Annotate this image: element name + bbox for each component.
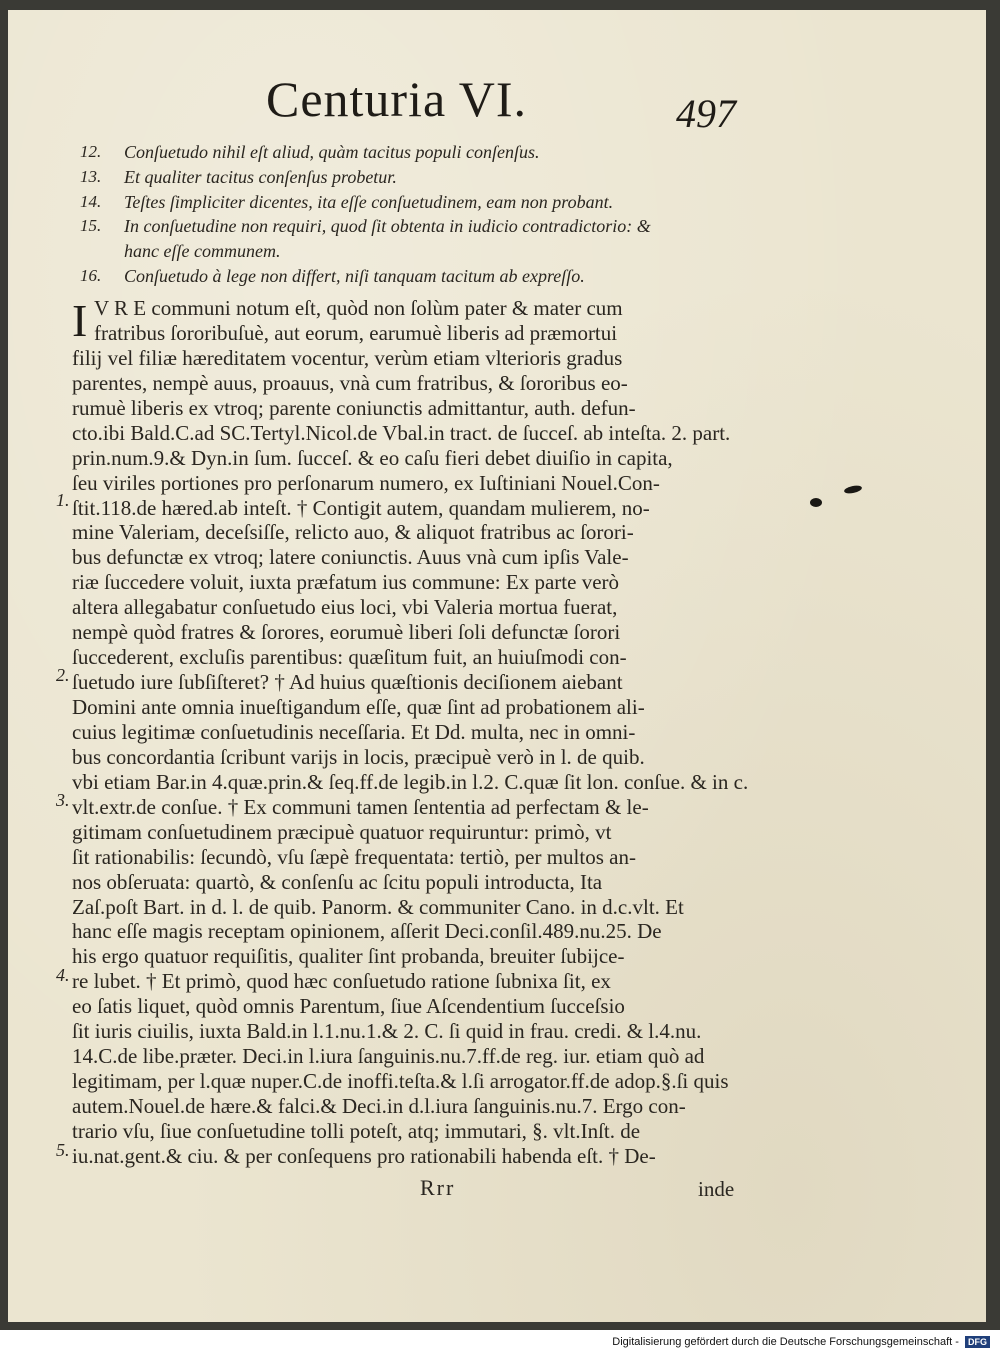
text-line: eo ſatis liquet, quòd omnis Parentum, ſiue Aſcendentium ſucceſsio (72, 994, 625, 1019)
text-line: rumuè liberis ex vtroq; parente coniunctis admittantur, auth. defun- (72, 395, 636, 420)
text-line: ſtit.118.de hæred.ab inteſt. † Contigit autem, quandam mulierem, no- (72, 495, 650, 520)
text-line: gitimam conſuetudinem præcipuè quatuor requiruntur: primò, vt (72, 819, 612, 844)
text-line: cto.ibi Bald.C.ad SC.Tertyl.Nicol.de Vbal.in tract. de ſucceſ. ab inteſta. 2. part. (72, 420, 731, 445)
credit-text: Digitalisierung gefördert durch die Deutsche Forschungsgemeinschaft - (612, 1336, 959, 1348)
summary-number: 13. (80, 166, 102, 186)
text-line: riæ ſuccedere voluit, iuxta præfatum ius commune: Ex parte verò (72, 570, 620, 595)
summary-number: 16. (80, 265, 102, 285)
text-line: ſit iuris ciuilis, iuxta Bald.in l.1.nu.1.& 2. C. ſi quid in frau. credi. & l.4.nu. (72, 1019, 702, 1044)
summary-item (80, 190, 760, 215)
margin-number: 2. (56, 665, 70, 685)
ink-spot (810, 498, 822, 507)
text-line: fratribus ſororibuſuè, aut eorum, earumuè liberis ad præmortui (94, 320, 618, 345)
summary-item (80, 165, 760, 190)
text-line: nempè quòd fratres & ſorores, eorumuè liberi ſoli defunctæ ſorori (72, 620, 621, 645)
signature-mark: Rrr (420, 1175, 456, 1200)
text-line: parentes, nempè auus, proauus, vnà cum fratribus, & ſororibus eo- (72, 370, 628, 395)
dfg-logo: DFG (965, 1336, 990, 1348)
text-line: ſuccederent, excluſis parentibus: quæſitum fuit, an huiuſmodi con- (72, 645, 627, 670)
text-line: 14.C.de libe.præter. Deci.in l.iura ſanguinis.nu.7.ff.de reg. iur. etiam quò ad (72, 1044, 705, 1069)
ink-spot (843, 484, 862, 495)
text-line: his ergo quatuor requiſitis, qualiter ſint probanda, breuiter ſubijce- (72, 944, 625, 969)
text-line: ſit rationabilis: ſecundò, vſu ſæpè frequentata: tertiò, per multos an- (72, 844, 636, 869)
text-line: ſuetudo iure ſubſiſteret? † Ad huius quæſtionis deciſionem aiebant (72, 670, 623, 695)
text-line: vbi etiam Bar.in 4.quæ.prin.& ſeq.ff.de legib.in l.2. C.quæ ſit lon. conſue. & in c. (72, 769, 749, 794)
text-line: prin.num.9.& Dyn.in ſum. ſucceſ. & eo caſu fieri debet diuiſio in capita, (72, 445, 673, 470)
summary-text: Conſuetudo nihil eſt aliud, quàm tacitus populi conſenſus. (124, 142, 540, 162)
summary-item (80, 214, 760, 264)
margin-number: 5. (56, 1140, 70, 1160)
summary-number: 15. (80, 216, 102, 236)
text-line: filij vel filiæ hæreditatem vocentur, verùm etiam vlterioris gradus (72, 345, 623, 370)
text-line: Domini ante omnia inueſtigandum eſſe, quæ ſint ad probationem ali- (72, 695, 645, 719)
summary-text-continued: hanc eſſe communem. (124, 241, 281, 262)
body-text (72, 296, 762, 1169)
drop-cap: I (72, 295, 88, 346)
summary-number: 14. (80, 191, 102, 211)
text-line: V R E communi notum eſt, quòd non ſolùm pater & mater cum (94, 296, 623, 320)
text-line: re lubet. † Et primò, quod hæc conſuetudo ratione ſubnixa ſit, ex (72, 969, 611, 994)
margin-number: 4. (56, 965, 70, 985)
catchword: inde (698, 1177, 735, 1201)
text-line: hanc eſſe magis receptam opinionem, aſſerit Deci.conſil.489.nu.25. De (72, 919, 662, 944)
text-line: bus defunctæ ex vtroq; latere coniunctis. Auus vnà cum ipſis Vale- (72, 545, 629, 570)
text-line: mine Valeriam, deceſsiſſe, relicto auo, & aliquot fratribus ac ſorori- (72, 520, 634, 545)
text-line: Zaſ.poſt Bart. in d. l. de quib. Panorm. & communiter Cano. in d.c.vlt. Et (72, 894, 684, 919)
summary-item (80, 140, 760, 165)
text-line: nos obſeruata: quartò, & conſenſu ac ſcitu populi introducta, Ita (72, 869, 603, 894)
summary-text: In conſuetudine non requiri, quod ſit obtenta in iudicio contradictorio: & (124, 216, 651, 237)
text-line: altera allegabatur conſuetudo eius loci, vbi Valeria mortua fuerat, (72, 595, 618, 620)
summary-text: Et qualiter tacitus conſenſus probetur. (124, 166, 397, 187)
text-line: iu.nat.gent.& ciu. & per conſequens pro rationabili habenda eſt. † De- (72, 1143, 656, 1168)
text-line: trario vſu, ſiue conſuetudine tolli poteſt, atq; immutari, §. vlt.Inſt. de (72, 1118, 641, 1143)
summary-item (80, 264, 760, 289)
summary-text: Conſuetudo à lege non differt, niſi tanquam tacitum ab expreſſo. (124, 265, 585, 286)
page-number: 497 (676, 91, 736, 136)
summary-text: Teſtes ſimpliciter dicentes, ita eſſe conſuetudinem, eam non probant. (124, 191, 614, 212)
page-title: Centuria VI. (266, 71, 528, 127)
digitization-credit (612, 1336, 990, 1348)
text-line: vlt.extr.de conſue. † Ex communi tamen ſententia ad perfectam & le- (72, 794, 649, 819)
margin-number: 1. (56, 490, 70, 510)
summary-number: 12. (80, 142, 102, 161)
text-line: ſeu viriles portiones pro perſonarum numero, ex Iuſtiniani Nouel.Con- (72, 470, 660, 495)
margin-number: 3. (56, 790, 70, 810)
summary-list (80, 140, 760, 289)
text-line: legitimam, per l.quæ nuper.C.de inoffi.teſta.& l.ſi arrogator.ff.de adop.§.ſi quis (72, 1069, 729, 1094)
text-line: autem.Nouel.de hære.& falci.& Deci.in d.l.iura ſanguinis.nu.7. Ergo con- (72, 1094, 686, 1118)
text-line: cuius legitimæ conſuetudinis neceſſaria. Et Dd. multa, nec in omni- (72, 719, 636, 744)
text-line: bus concordantia ſcribunt varijs in locis, præcipuè verò in l. de quib. (72, 744, 645, 769)
book-page (8, 10, 986, 1322)
